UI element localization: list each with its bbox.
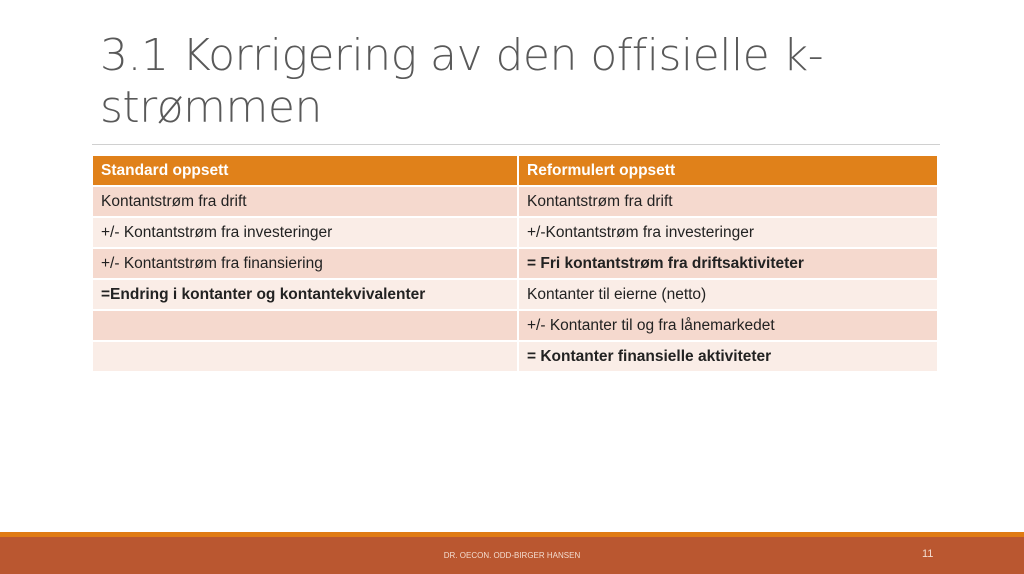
cell-standard: =Endring i kontanter og kontantekvivalenter — [92, 279, 518, 310]
header-reformulated: Reformulert oppsett — [518, 155, 938, 186]
page-number: 11 — [922, 548, 934, 560]
cell-standard: +/- Kontantstrøm fra investeringer — [92, 217, 518, 248]
table-row — [92, 248, 938, 279]
cell-standard: Kontantstrøm fra drift — [92, 186, 518, 217]
footer — [0, 537, 1024, 574]
footer-author: DR. OECON. ODD-BIRGER HANSEN — [443, 551, 581, 560]
cell-standard: +/- Kontantstrøm fra finansiering — [92, 248, 518, 279]
cell-standard — [92, 310, 518, 341]
table-row — [92, 341, 938, 372]
table-row — [92, 186, 938, 217]
slide-title: 3.1 Korrigering av den offisielle k-strømmen — [100, 30, 824, 133]
cell-reformulated: = Fri kontantstrøm fra driftsaktiviteter — [518, 248, 938, 279]
table-row — [92, 310, 938, 341]
table-row — [92, 279, 938, 310]
header-standard: Standard oppsett — [92, 155, 518, 186]
cell-reformulated: +/-Kontantstrøm fra investeringer — [518, 217, 938, 248]
cell-reformulated: Kontanter til eierne (netto) — [518, 279, 938, 310]
table-row — [92, 217, 938, 248]
cell-reformulated: +/- Kontanter til og fra lånemarkedet — [518, 310, 938, 341]
cell-reformulated: = Kontanter finansielle aktiviteter — [518, 341, 938, 372]
title-divider — [92, 144, 940, 145]
cell-reformulated: Kontantstrøm fra drift — [518, 186, 938, 217]
cash-flow-table — [91, 154, 939, 373]
table-header-row — [92, 155, 938, 186]
cell-standard — [92, 341, 518, 372]
